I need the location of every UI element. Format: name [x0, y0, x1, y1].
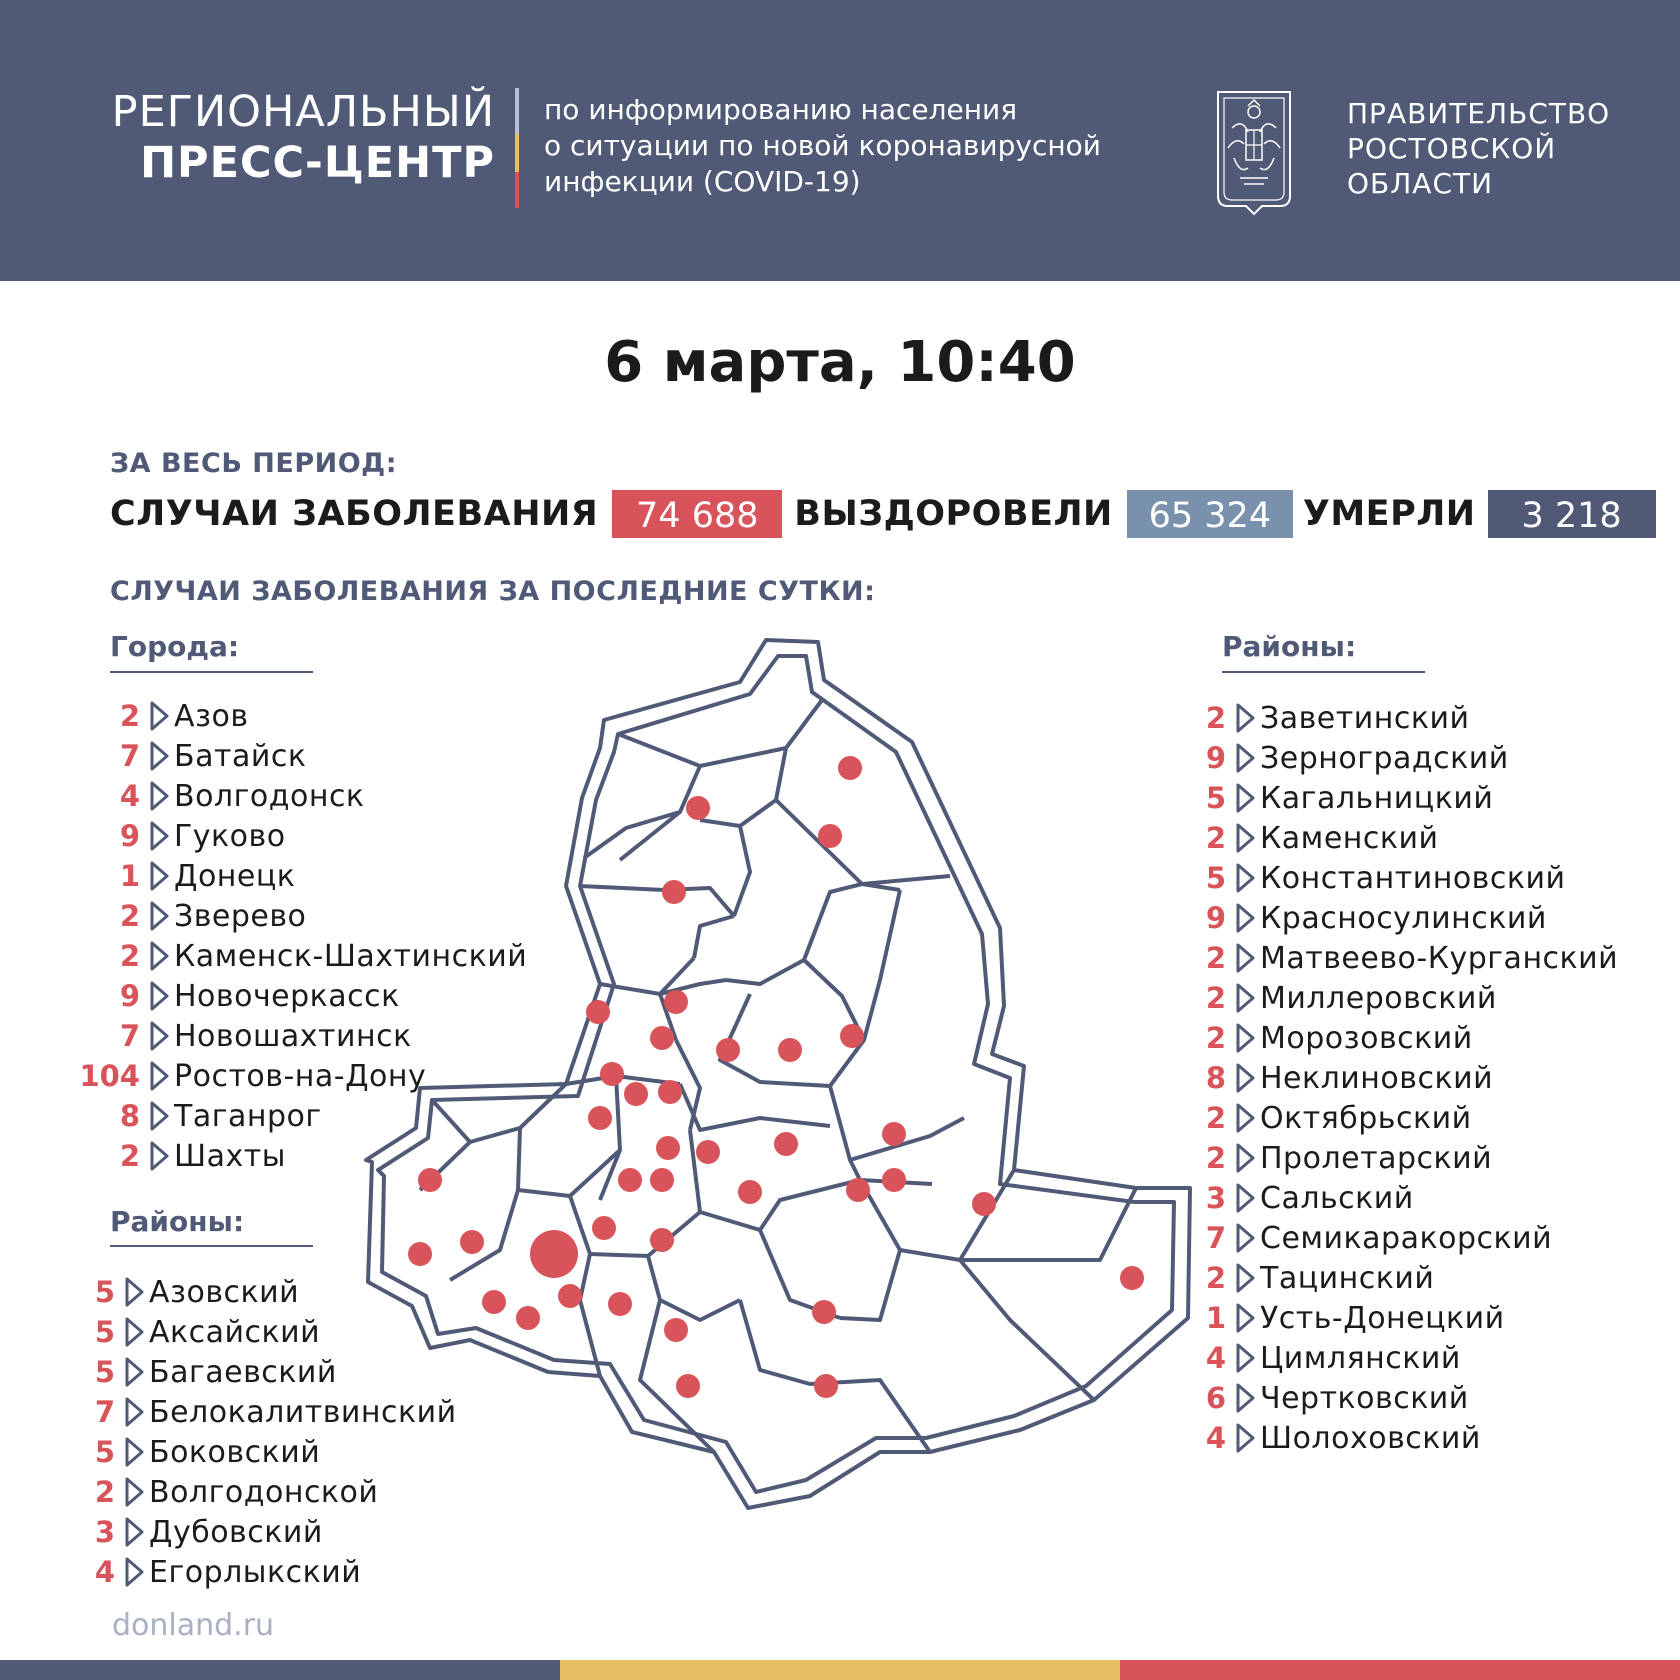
city-count: 1: [119, 859, 140, 893]
triangle-arrow-icon: [1234, 1422, 1256, 1454]
triangle-arrow-icon: [1234, 1342, 1256, 1374]
city-name: Зверево: [174, 898, 307, 934]
triangle-arrow-icon: [1234, 1102, 1256, 1134]
district-right-name: Тацинский: [1260, 1260, 1435, 1296]
cities-heading-underline: [110, 671, 313, 673]
cities-heading: Города:: [110, 630, 240, 663]
case-dot: [840, 1024, 864, 1048]
triangle-arrow-icon: [148, 1060, 170, 1092]
city-name: Таганрог: [174, 1098, 322, 1134]
triangle-arrow-icon: [148, 820, 170, 852]
district-left-row: [70, 1472, 378, 1512]
district-right-count: 7: [1205, 1221, 1226, 1255]
district-right-count: 2: [1205, 1101, 1226, 1135]
case-dot: [592, 1216, 616, 1240]
case-dot: [778, 1038, 802, 1062]
triangle-arrow-icon: [1234, 1262, 1256, 1294]
case-dot: [418, 1168, 442, 1192]
subtitle-line-1: по информированию населения: [544, 93, 1018, 126]
district-right-row: [1160, 778, 1493, 818]
triangle-arrow-icon: [123, 1476, 145, 1508]
triangle-arrow-icon: [148, 1100, 170, 1132]
cases-badge: 74 688: [612, 490, 782, 538]
triangle-arrow-icon: [1234, 1062, 1256, 1094]
district-right-name: Красносулинский: [1260, 900, 1547, 936]
deaths-label: УМЕРЛИ: [1302, 494, 1476, 534]
case-dot: [650, 1026, 674, 1050]
district-left-name: Дубовский: [149, 1514, 323, 1550]
report-date: 6 марта, 10:40: [604, 330, 1076, 395]
district-right-count: 4: [1205, 1421, 1226, 1455]
last-day-label: СЛУЧАИ ЗАБОЛЕВАНИЯ ЗА ПОСЛЕДНИЕ СУТКИ:: [110, 576, 876, 607]
city-count: 104: [79, 1059, 140, 1093]
district-right-row: [1160, 978, 1497, 1018]
case-dot: [650, 1228, 674, 1252]
triangle-arrow-icon: [1234, 1302, 1256, 1334]
case-dot: [716, 1038, 740, 1062]
district-right-name: Каменский: [1260, 820, 1439, 856]
press-center-brand: [111, 87, 495, 189]
city-count: 8: [119, 1099, 140, 1133]
city-row: [70, 776, 365, 816]
city-row: [70, 816, 286, 856]
triangle-arrow-icon: [148, 780, 170, 812]
district-right-count: 6: [1205, 1381, 1226, 1415]
case-dot: [656, 1136, 680, 1160]
district-left-row: [70, 1432, 320, 1472]
district-right-count: 2: [1205, 1141, 1226, 1175]
city-row: [70, 1136, 286, 1176]
district-right-count: 9: [1205, 741, 1226, 775]
gov-line-2: РОСТОВСКОЙ: [1347, 132, 1557, 165]
city-count: 2: [119, 699, 140, 733]
city-name: Донецк: [174, 858, 296, 894]
district-left-count: 5: [94, 1275, 115, 1309]
district-left-name: Азовский: [149, 1274, 300, 1310]
case-dot: [600, 1062, 624, 1086]
city-name: Гуково: [174, 818, 286, 854]
header-banner: [0, 0, 1680, 281]
district-right-count: 5: [1205, 861, 1226, 895]
triangle-arrow-icon: [148, 1140, 170, 1172]
triangle-arrow-icon: [1234, 1142, 1256, 1174]
triangle-arrow-icon: [1234, 822, 1256, 854]
case-dots: [408, 756, 1144, 1398]
case-dot: [608, 1292, 632, 1316]
case-dot: [650, 1168, 674, 1192]
period-label: ЗА ВЕСЬ ПЕРИОД:: [110, 448, 398, 479]
footer-stripe-yellow: [560, 1660, 1120, 1680]
case-dot: [882, 1168, 906, 1192]
deaths-badge: 3 218: [1488, 490, 1656, 538]
district-right-name: Семикаракорский: [1260, 1220, 1553, 1256]
case-dot: [696, 1140, 720, 1164]
triangle-arrow-icon: [148, 740, 170, 772]
city-count: 4: [119, 779, 140, 813]
city-row: [70, 1096, 322, 1136]
district-right-name: Миллеровский: [1260, 980, 1497, 1016]
case-dot: [838, 756, 862, 780]
triangle-arrow-icon: [148, 940, 170, 972]
triangle-arrow-icon: [1234, 862, 1256, 894]
recovered-label: ВЫЗДОРОВЕЛИ: [794, 494, 1113, 534]
district-left-name: Боковский: [149, 1434, 321, 1470]
districts-left-heading-underline: [110, 1245, 313, 1247]
case-dot: [686, 796, 710, 820]
triangle-arrow-icon: [148, 980, 170, 1012]
district-right-count: 2: [1205, 941, 1226, 975]
district-right-name: Неклиновский: [1260, 1060, 1494, 1096]
subtitle-line-3: инфекции (COVID-19): [544, 165, 861, 198]
case-dot: [814, 1374, 838, 1398]
triangle-arrow-icon: [1234, 1182, 1256, 1214]
case-dot: [676, 1374, 700, 1398]
government-name: [1347, 96, 1610, 201]
cases-label: СЛУЧАИ ЗАБОЛЕВАНИЯ: [110, 494, 599, 534]
triangle-arrow-icon: [148, 860, 170, 892]
district-right-name: Шолоховский: [1260, 1420, 1481, 1456]
triangle-arrow-icon: [1234, 902, 1256, 934]
district-left-count: 4: [94, 1555, 115, 1589]
city-count: 2: [119, 899, 140, 933]
case-dot: [460, 1230, 484, 1254]
districts-left-heading: Районы:: [110, 1205, 245, 1238]
district-right-row: [1160, 938, 1618, 978]
district-right-name: Морозовский: [1260, 1020, 1473, 1056]
district-right-name: Цимлянский: [1260, 1340, 1461, 1376]
city-name: Новошахтинск: [174, 1018, 412, 1054]
district-right-count: 2: [1205, 1021, 1226, 1055]
case-dot: [882, 1122, 906, 1146]
triangle-arrow-icon: [148, 900, 170, 932]
city-count: 9: [119, 979, 140, 1013]
city-name: Новочеркасск: [174, 978, 400, 1014]
tricolor-divider: [515, 88, 519, 208]
district-left-row: [70, 1272, 299, 1312]
district-right-name: Зерноградский: [1260, 740, 1509, 776]
case-dot: [516, 1306, 540, 1330]
district-right-count: 2: [1205, 821, 1226, 855]
triangle-arrow-icon: [1234, 702, 1256, 734]
region-outer-border: [366, 640, 1190, 1508]
district-right-name: Кагальницкий: [1260, 780, 1494, 816]
district-right-name: Матвеево-Курганский: [1260, 940, 1619, 976]
footer-stripe-red: [1120, 1660, 1680, 1680]
district-left-count: 7: [94, 1395, 115, 1429]
district-left-name: Аксайский: [149, 1314, 321, 1350]
district-right-row: [1160, 1378, 1469, 1418]
district-right-name: Константиновский: [1260, 860, 1566, 896]
rostov-region-map: [360, 630, 1200, 1520]
district-left-row: [70, 1312, 320, 1352]
city-count: 7: [119, 1019, 140, 1053]
city-name: Батайск: [174, 738, 307, 774]
city-count: 7: [119, 739, 140, 773]
district-right-name: Сальский: [1260, 1180, 1414, 1216]
district-right-name: Усть-Донецкий: [1260, 1300, 1505, 1336]
triangle-arrow-icon: [148, 1020, 170, 1052]
city-row: [70, 696, 249, 736]
district-left-name: Волгодонской: [149, 1474, 379, 1510]
gov-line-3: ОБЛАСТИ: [1347, 167, 1494, 200]
district-right-row: [1160, 1138, 1492, 1178]
districts-right-heading: Районы:: [1222, 630, 1357, 663]
city-name: Каменск-Шахтинский: [174, 938, 528, 974]
header-subtitle: [544, 92, 1101, 200]
district-left-count: 3: [94, 1515, 115, 1549]
case-dot: [588, 1106, 612, 1130]
case-dot: [664, 990, 688, 1014]
triangle-arrow-icon: [148, 700, 170, 732]
city-name: Шахты: [174, 1138, 286, 1174]
case-dot: [738, 1180, 762, 1204]
case-dot: [624, 1082, 648, 1106]
city-name: Азов: [174, 698, 249, 734]
city-count: 2: [119, 939, 140, 973]
district-left-row: [70, 1512, 323, 1552]
triangle-arrow-icon: [1234, 1022, 1256, 1054]
district-right-name: Чертковский: [1260, 1380, 1469, 1416]
brand-line-1: РЕГИОНАЛЬНЫЙ: [111, 87, 495, 137]
city-count: 9: [119, 819, 140, 853]
case-dot: [658, 1080, 682, 1104]
case-dot: [530, 1230, 578, 1278]
district-right-row: [1160, 818, 1439, 858]
triangle-arrow-icon: [1234, 742, 1256, 774]
district-right-name: Октябрьский: [1260, 1100, 1472, 1136]
case-dot: [774, 1132, 798, 1156]
case-dot: [586, 1000, 610, 1024]
district-left-name: Егорлыкский: [149, 1554, 362, 1590]
city-row: [70, 856, 295, 896]
case-dot: [812, 1300, 836, 1324]
subtitle-line-2: о ситуации по новой коронавирусной: [544, 129, 1102, 162]
city-name: Ростов-на-Дону: [174, 1058, 427, 1094]
district-right-count: 4: [1205, 1341, 1226, 1375]
district-right-count: 2: [1205, 701, 1226, 735]
case-dot: [482, 1290, 506, 1314]
district-right-name: Заветинский: [1260, 700, 1470, 736]
district-right-count: 3: [1205, 1181, 1226, 1215]
district-right-row: [1160, 1258, 1434, 1298]
city-row: [70, 736, 306, 776]
case-dot: [846, 1178, 870, 1202]
triangle-arrow-icon: [1234, 782, 1256, 814]
district-right-row: [1160, 1418, 1481, 1458]
footer-url[interactable]: donland.ru: [112, 1608, 275, 1643]
city-count: 2: [119, 1139, 140, 1173]
case-dot: [818, 824, 842, 848]
district-right-row: [1160, 1298, 1505, 1338]
district-right-count: 8: [1205, 1061, 1226, 1095]
case-dot: [558, 1284, 582, 1308]
district-left-name: Белокалитвинский: [149, 1394, 457, 1430]
district-right-row: [1160, 738, 1509, 778]
district-right-row: [1160, 858, 1565, 898]
triangle-arrow-icon: [123, 1396, 145, 1428]
triangle-arrow-icon: [123, 1356, 145, 1388]
case-dot: [618, 1168, 642, 1192]
case-dot: [1120, 1266, 1144, 1290]
city-name: Волгодонск: [174, 778, 365, 814]
triangle-arrow-icon: [1234, 1222, 1256, 1254]
district-right-row: [1160, 1018, 1473, 1058]
case-dot: [664, 1318, 688, 1342]
case-dot: [408, 1242, 432, 1266]
city-row: [70, 896, 306, 936]
triangle-arrow-icon: [1234, 942, 1256, 974]
footer-stripe-dark: [0, 1660, 560, 1680]
district-right-name: Пролетарский: [1260, 1140, 1493, 1176]
triangle-arrow-icon: [123, 1316, 145, 1348]
gov-line-1: ПРАВИТЕЛЬСТВО: [1347, 97, 1611, 130]
triangle-arrow-icon: [123, 1436, 145, 1468]
district-left-row: [70, 1552, 361, 1592]
district-left-row: [70, 1352, 337, 1392]
coat-of-arms-icon: [1214, 88, 1294, 218]
district-left-count: 5: [94, 1315, 115, 1349]
triangle-arrow-icon: [123, 1516, 145, 1548]
district-left-count: 5: [94, 1355, 115, 1389]
districts-right-heading-underline: [1222, 671, 1425, 673]
district-right-count: 9: [1205, 901, 1226, 935]
region-inner-border: [378, 656, 1174, 1492]
triangle-arrow-icon: [123, 1556, 145, 1588]
triangle-arrow-icon: [1234, 982, 1256, 1014]
district-right-count: 1: [1205, 1301, 1226, 1335]
district-right-count: 2: [1205, 1261, 1226, 1295]
district-right-count: 2: [1205, 981, 1226, 1015]
district-left-name: Багаевский: [149, 1354, 337, 1390]
totals-row: [110, 490, 1656, 538]
district-left-count: 2: [94, 1475, 115, 1509]
district-right-row: [1160, 1338, 1461, 1378]
city-row: [70, 976, 400, 1016]
district-right-row: [1160, 1218, 1552, 1258]
triangle-arrow-icon: [1234, 1382, 1256, 1414]
case-dot: [662, 880, 686, 904]
district-right-row: [1160, 1098, 1472, 1138]
recovered-badge: 65 324: [1127, 490, 1293, 538]
district-right-row: [1160, 1058, 1493, 1098]
district-right-row: [1160, 698, 1469, 738]
district-left-count: 5: [94, 1435, 115, 1469]
district-right-row: [1160, 898, 1547, 938]
triangle-arrow-icon: [123, 1276, 145, 1308]
brand-line-2: ПРЕСС-ЦЕНТР: [140, 138, 495, 189]
case-dot: [972, 1192, 996, 1216]
district-right-count: 5: [1205, 781, 1226, 815]
